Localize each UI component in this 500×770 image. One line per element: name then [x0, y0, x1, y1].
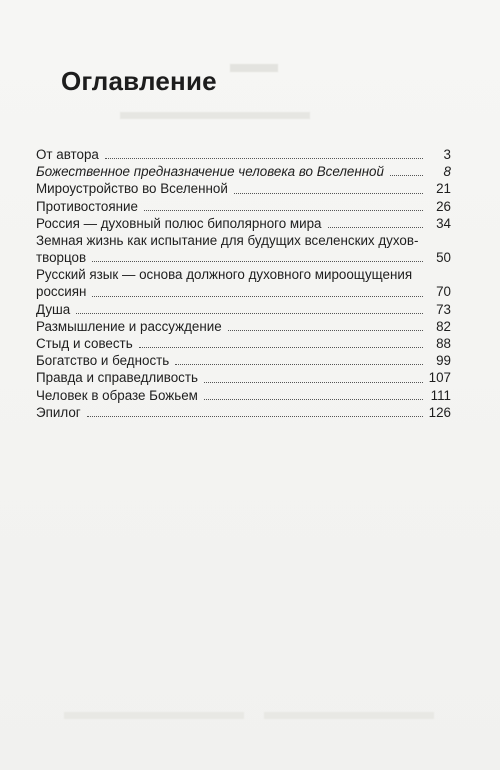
- toc-entry-title: Противостояние: [36, 198, 138, 214]
- toc-page-number: 34: [436, 215, 451, 231]
- dot-leader: [204, 398, 423, 400]
- toc-entry[interactable]: [36, 369, 451, 386]
- dot-leader: [228, 329, 423, 331]
- toc-page-number: 107: [428, 370, 451, 386]
- toc-page-number: 26: [436, 198, 451, 214]
- page-title: Оглавление: [61, 66, 217, 96]
- dot-leader: [87, 415, 423, 417]
- toc-entry-title: От автора: [36, 146, 99, 162]
- toc-entry-title: Мироустройство во Вселенной: [36, 181, 228, 197]
- toc-entry[interactable]: [36, 318, 451, 335]
- toc-entry[interactable]: [36, 352, 451, 369]
- toc-entry-title: Россия — духовный полюс биполярного мира: [36, 215, 322, 231]
- table-of-contents: [36, 146, 451, 421]
- toc-entry-title: Стыд и совесть: [36, 336, 133, 352]
- toc-entry-title: Эпилог: [36, 404, 81, 420]
- dot-leader: [204, 381, 423, 383]
- toc-entry-title: Богатство и бедность: [36, 353, 170, 369]
- toc-entry-title: Размышление и рассуждение: [36, 318, 222, 334]
- toc-entry-title: Человек в образе Божьем: [36, 387, 198, 403]
- toc-page-number: 82: [436, 318, 451, 334]
- toc-page-number: 99: [436, 353, 451, 369]
- toc-entry-title-line1: Русский язык — основа должного духовного мироощущения: [36, 267, 413, 283]
- toc-entry-title: Душа: [36, 301, 71, 317]
- toc-page-number: 111: [430, 387, 451, 403]
- toc-entry[interactable]: [36, 180, 451, 197]
- toc-entry[interactable]: [36, 335, 451, 352]
- dot-leader: [105, 157, 423, 159]
- toc-entry[interactable]: [36, 404, 451, 421]
- toc-entry[interactable]: [36, 146, 451, 163]
- toc-page-number: 88: [436, 336, 451, 352]
- toc-entry[interactable]: [36, 232, 451, 266]
- toc-entry-title: Божественное предназначение человека во Вселенной: [36, 164, 384, 180]
- dot-leader: [144, 209, 423, 211]
- toc-entry-title-line1: Земная жизнь как испытание для будущих вселенских духов-: [36, 232, 419, 248]
- show-through-mark: [230, 64, 278, 72]
- toc-page-number: 73: [436, 301, 451, 317]
- toc-page-number: 70: [436, 284, 451, 300]
- toc-entry-title: россиян: [36, 284, 87, 300]
- dot-leader: [92, 295, 423, 297]
- toc-page-number: 126: [428, 404, 451, 420]
- show-through-mark: [264, 712, 434, 719]
- dot-leader: [328, 226, 424, 228]
- dot-leader: [390, 174, 423, 176]
- toc-entry-title: творцов: [36, 250, 87, 266]
- toc-entry[interactable]: [36, 163, 451, 180]
- toc-page-number: 21: [436, 181, 451, 197]
- toc-entry-title: Правда и справедливость: [36, 370, 198, 386]
- show-through-mark: [120, 112, 310, 119]
- dot-leader: [139, 346, 423, 348]
- show-through-mark: [64, 712, 244, 719]
- toc-entry[interactable]: [36, 215, 451, 232]
- toc-entry[interactable]: [36, 387, 451, 404]
- dot-leader: [92, 260, 423, 262]
- toc-page-number: 8: [443, 164, 451, 180]
- dot-leader: [234, 192, 423, 194]
- toc-page-number: 3: [443, 146, 451, 162]
- dot-leader: [76, 312, 423, 314]
- toc-entry[interactable]: [36, 301, 451, 318]
- toc-page-number: 50: [436, 250, 451, 266]
- toc-entry[interactable]: [36, 198, 451, 215]
- dot-leader: [175, 363, 423, 365]
- toc-entry[interactable]: [36, 266, 451, 300]
